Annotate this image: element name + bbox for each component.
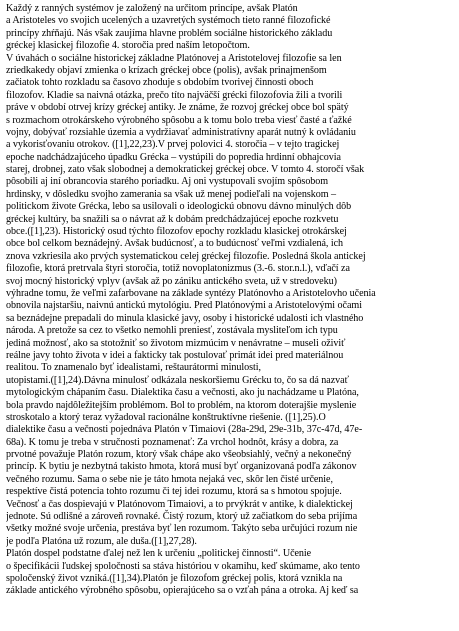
text-line: hrdinsky, v dôsledku svojho zamerania sa však už menej podieľali na vojenskom –	[6, 188, 336, 200]
text-line: gréckej kultúry, ba snažili sa o návrat až k dobám predchádzajúcej epoche rozkvetu	[6, 213, 339, 225]
text-line: práve v období otrvej krízy gréckej antiky. Je známe, že rozvoj gréckej obce bol spätý	[6, 102, 349, 114]
text-line: princíp. K bytiu je nezbytná takisto hmota, ktorá musí byť organizovaná podľa zákonov	[6, 461, 357, 473]
text-line: obnovila najstaršiu, naivnú antickú mytológiu. Pred Platónovými a Aristotelovými očami	[6, 300, 362, 312]
text-line: všetky možné svoje určenia, prestáva byť len rozumom. Takýto seba určujúci rozum nie	[6, 523, 358, 535]
text-line: realitou. To znamenalo byť idealistami, reštaurátormi minulosti,	[6, 362, 262, 374]
text-line: starej, drobnej, zato však slobodnej a demokratickej gréckej obce. V tomto 4. storočí však	[6, 164, 365, 176]
text-line: princípy zhŕňajú. Nás však zaujíma hlavne problém sociálne historického základu	[6, 27, 333, 39]
text-line: znova vzkriesila ako prvých systematickou celej gréckej filozofie. Posledná škola antickej	[6, 250, 366, 262]
text-line: mytologickým chápaním času. Dialektika času a večnosti, ako ju nachádzame u Platóna,	[6, 387, 359, 399]
text-line: utopistami.([1],24).Dávna minulosť odkázala neskoršiemu Grécku to, čo sa dá nazvať	[6, 374, 349, 386]
text-line: dialektike času a večnosti pojednáva Platón v Timaiovi (28a-29d, 29e-31b, 37c-47d, 47e-	[6, 424, 363, 436]
text-line: filozofov. Kladie sa naivná otázka, prečo títo najväčší grécki filozofovia žili a tvorili	[6, 89, 343, 101]
document-page	[6, 3, 452, 627]
text-line: obce.([1],23). Historický osud týchto filozofov epochy rozkladu klasickej otrokárskej	[6, 226, 347, 238]
text-line: Každý z ranných systémov je založený na určitom princípe, avšak Platón	[6, 3, 298, 14]
text-line: spoločenský život vzniká.([1],34).Platón je filozofom gréckej polis, ktorá vznikla na	[6, 572, 343, 584]
text-line: základe antického výrobného spôsobu, opierajúceho sa o vzťah pána a otroka. Aj keď sa	[6, 585, 359, 597]
text-line: a vykorisťovaniu otrokov. ([1],22,23).V prvej polovici 4. storočia – v tejto tragickej	[6, 139, 340, 151]
text-line: stroskotalo a ktorý teraz vyžadoval racionálne konštruktívne riešenie. ([1],25).O	[6, 411, 326, 423]
text-line: obce bol celkom beznádejný. Avšak budúcnosť, a to budúcnosť veľmi vzdialená, ich	[6, 238, 344, 250]
text-line: reálne javy tohto života v idei a fakticky tak postulovať primát idei pred materiálnou	[6, 349, 344, 361]
text-line: zriedkakedy objaví zmienka o krízach gréckej obce (polis), avšak prinajmenšom	[6, 64, 327, 76]
text-line: jednote. Sú odlišné a zároveň rovnaké. Čistý rozum, ktorý už začiatkom do seba prijíma	[6, 511, 358, 523]
text-line: filozofie, ktorá pretrvala štyri storočia, totiž novoplatonizmus (3.-6. stor.n.l.), vďačí za	[6, 263, 350, 275]
text-line: je podľa Platóna už rozum, ale duša.([1],27,28).	[6, 535, 197, 547]
text-line: vojny, dobývať rozsiahle územia a vydržiavať administratívny aparát nutný k ovládaniu	[6, 126, 356, 138]
text-line: národa. A pretože sa cez to všetko nemohli preniesť, zostávala mysliteľom ich typu	[6, 325, 338, 337]
text-line: Platón dospel podstatne ďalej než len k určeniu „politickej činnosti“. Učenie	[6, 548, 312, 560]
text-line: večného rozumu. Sama o sebe nie je táto hmota nejaká vec, skôr len čisté určenie,	[6, 473, 333, 485]
text-line: bola pravdo najdôležitejším problémom. Bol to problém, na ktorom doterajšie myslenie	[6, 399, 357, 411]
text-line: politickom živote Grécka, lebo sa usilovali o ideologickú obnovu dávno minulých dôb	[6, 201, 352, 213]
text-line: o špecifikácii ľudskej spoločnosti sa stáva históriou v okamihu, keď skúmame, ako tento	[6, 560, 360, 572]
text-line: výhradne tomu, že veľmi zafarbovane na základe syntézy Platónovho a Aristotelovho učenia	[6, 287, 376, 299]
text-line: začiatok tohto rozkladu sa časovo zhoduje s obdobím tvorivej činnosti oboch	[6, 77, 314, 89]
text-line: s rozmachom otrokárskeho výrobného spôsobu a k tomu bolo treba viesť časté a ťažké	[6, 114, 352, 126]
text-line: jediná možnosť, ako sa stotožniť so životom mizmúcim v nenávratne – museli oživiť	[6, 337, 346, 349]
text-line: prvotné považuje Platón rozum, ktorý však chápe ako všeobsiahlý, večný a nekonečný	[6, 449, 352, 461]
text-line: pôsobili aj iní obrancovia starého poriadku. Aj oni vystupovali svojím spôsobom	[6, 176, 329, 188]
text-line: 68a). K tomu je treba v stručnosti poznamenať: Za vrchol hodnôt, krásy a dobra, za	[6, 436, 339, 448]
text-line: gréckej klasickej filozofie 4. storočia pred naším letopočtom.	[6, 40, 250, 52]
text-line: sa beznádejne prepadali do minula klasické javy, osoby i historické udalosti ich vlastného	[6, 312, 364, 324]
text-line: svoj mocný historický vplyv (avšak až po zániku antického sveta, už v stredoveku)	[6, 275, 337, 287]
text-line: Večnosť a čas dospievajú v Platónovom Timaiovi, a to prvýkrát v antike, k dialektickej	[6, 498, 353, 510]
text-line: epoche nadchádzajúceho úpadku Grécka – vystúpili do popredia hrdinní obhajcovia	[6, 151, 341, 163]
text-line: a Aristoteles vo svojich ucelených a uzavretých systémoch tieto ranné filozofické	[6, 15, 331, 27]
text-line: V úvahách o sociálne historickej základne Platónovej a Aristotelovej filozofie sa len	[6, 52, 342, 64]
text-line: respektíve čistá potencia tohto rozumu či tej idei rozumu, ktorá sa s hmotou spojuje.	[6, 486, 342, 498]
